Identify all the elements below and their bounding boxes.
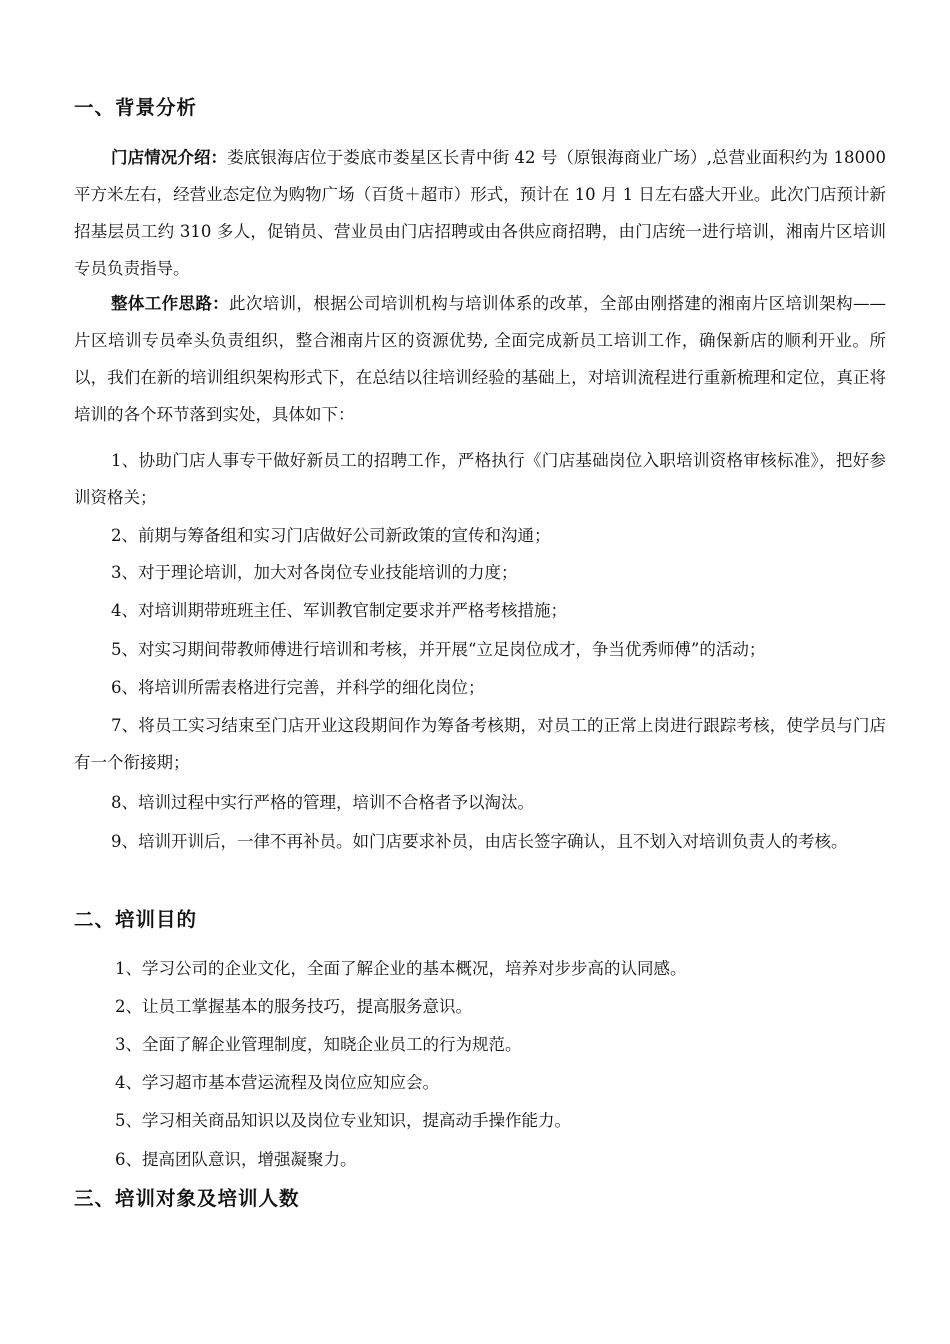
approach-text: 此次培训，根据公司培训机构与培训体系的改革，全部由刚搭建的湘南片区培训架构——片区培训专员牵头负责组织，整合湘南片区的资源优势, 全面完成新员工培训工作，确保新店的顺利开业。所以，我们在新的培训组织架构形式下，在总结以往培训经验的基础上，对培训流程进行重新梳理和定位，真正将培训的各个环节落到实处，具体如下： xyxy=(74,294,887,424)
list-item: 8、培训过程中实行严格的管理，培训不合格者予以淘汰。 xyxy=(111,793,534,812)
list-item: 1、协助门店人事专干做好新员工的招聘工作，严格执行《门店基础岗位入职培训资格审核标准》，把好参训资格关； xyxy=(74,451,886,507)
list-item: 3、对于理论培训，加大对各岗位专业技能培训的力度； xyxy=(111,563,518,582)
section2-heading: 二、培训目的 xyxy=(74,908,198,931)
list-item: 3、全面了解企业管理制度，知晓企业员工的行为规范。 xyxy=(115,1035,522,1054)
list-item: 5、对实习期间带教师傅进行培训和考核，并开展“立足岗位成才，争当优秀师傅”的活动； xyxy=(111,640,766,659)
list-item: 6、将培训所需表格进行完善，并科学的细化岗位； xyxy=(111,678,485,697)
list-item: 9、培训开训后，一律不再补员。如门店要求补员，由店长签字确认，且不划入对培训负责人的考核。 xyxy=(111,832,848,851)
list-item: 4、学习超市基本营运流程及岗位应知应会。 xyxy=(115,1073,439,1092)
approach-label: 整体工作思路： xyxy=(111,294,230,313)
list-item: 6、提高团队意识，增强凝聚力。 xyxy=(115,1150,357,1169)
approach-paragraph xyxy=(74,285,886,433)
list-item: 2、前期与筹备组和实习门店做好公司新政策的宣传和沟通； xyxy=(111,526,551,545)
store-intro-label: 门店情况介绍： xyxy=(111,148,228,167)
list-item: 2、让员工掌握基本的服务技巧，提高服务意识。 xyxy=(115,997,472,1016)
list-item: 5、学习相关商品知识以及岗位专业知识，提高动手操作能力。 xyxy=(115,1111,571,1130)
section3-heading: 三、培训对象及培训人数 xyxy=(74,1187,300,1210)
section1-heading: 一、背景分析 xyxy=(74,96,198,119)
store-intro-paragraph xyxy=(74,139,886,287)
store-intro-text: 娄底银海店位于娄底市娄星区长青中街 42 号（原银海商业广场）,总营业面积约为 18000 平方米左右，经营业态定位为购物广场（百货＋超市）形式，预计在 10 月 1 日左右盛大开业。此次门店预计新招基层员工约 310 多人，促销员、营业员由门店招聘或由各供应商招聘，由门店统一进行培训，湘南片区培训专员负责指导。 xyxy=(74,148,887,278)
list-item: 7、将员工实习结束至门店开业这段期间作为筹备考核期，对员工的正常上岗进行跟踪考核，使学员与门店有一个衔接期； xyxy=(74,716,886,772)
list-item: 1、学习公司的企业文化，全面了解企业的基本概况，培养对步步高的认同感。 xyxy=(115,959,687,978)
list-item: 4、对培训期带班班主任、军训教官制定要求并严格考核措施； xyxy=(111,601,567,620)
